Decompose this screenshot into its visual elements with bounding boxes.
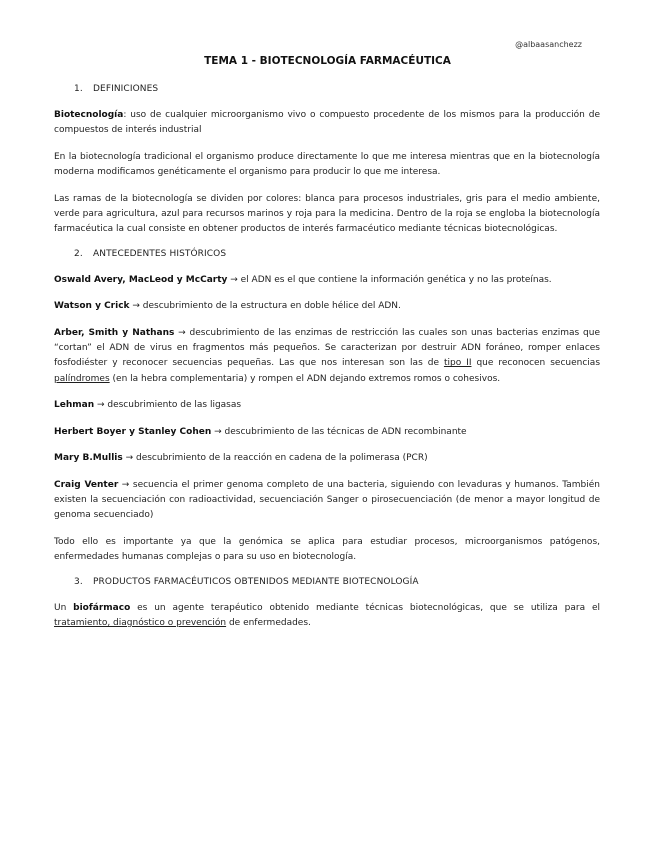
paragraph-boyer-cohen (54, 425, 600, 440)
section-heading-definiciones (74, 84, 600, 94)
term-mullis: Mary B.Mullis (54, 453, 123, 464)
paragraph-text: → descubrimiento de la estructura en doble hélice del ADN. (129, 301, 401, 312)
page-title: TEMA 1 - BIOTECNOLOGÍA FARMACÉUTICA (204, 55, 451, 67)
section-title: DEFINICIONES (93, 84, 159, 94)
section-title: PRODUCTOS FARMACÉUTICOS OBTENIDOS MEDIANTE BIOTECNOLOGÍA (93, 576, 419, 587)
paragraph-text: → descubrimiento de las enzimas de restricción las cuales son unas bacterias enzimas que “cortan” el ADN de virus en fragmentos más pequeños. Se caracterizan por destruir ADN foráneo, romper enlaces fosfodiéster y reconocer secuencias pequeñas. Las que nos interesan son las de (54, 327, 600, 369)
term-lehman: Lehman (54, 400, 95, 411)
section-number: 2. (74, 248, 83, 259)
underlined-tipo-ii: tipo II (443, 358, 472, 369)
term-biofarmaco: biofármaco (73, 602, 131, 613)
paragraph-text: es un agente terapéutico obtenido mediante técnicas biotecnológicas, que se utiliza para el (130, 602, 600, 613)
term-venter: Craig Venter (54, 479, 119, 490)
underlined-palindromes: palíndromes (54, 373, 110, 384)
paragraph-genomica: Todo ello es importante ya que la genómica se aplica para estudiar procesos, microorganismos patógenos, enfermedades humanas complejas o para su uso en biotecnología. (54, 536, 600, 563)
paragraph-text: de enfermedades. (226, 617, 311, 628)
paragraph-text: (en la hebra complementaria) y rompen el ADN dejando extremos romos o cohesivos. (109, 373, 501, 384)
paragraph-text: → descubrimiento de la reacción en cadena de la polimerasa (PCR) (122, 453, 428, 464)
paragraph-text: Un (54, 602, 74, 613)
term-watson-crick: Watson y Crick (54, 301, 130, 312)
paragraph-arber (54, 326, 600, 388)
section-title: ANTECEDENTES HISTÓRICOS (93, 248, 227, 259)
document-body (54, 84, 600, 642)
paragraph-watson-crick (54, 299, 600, 314)
paragraph-text: : uso de cualquier microorganismo vivo o compuesto procedente de los mismos para la producción de compuestos de interés industrial (54, 110, 600, 136)
paragraph-text: que reconocen secuencias (471, 358, 601, 369)
paragraph-avery (54, 273, 600, 288)
term-arber: Arber, Smith y Nathans (54, 327, 175, 338)
paragraph-tradicional-moderna: En la biotecnología tradicional el organismo produce directamente lo que me interesa mientras que en la biotecnología moderna modificamos genéticamente el organismo para producir lo que me interesa. (54, 151, 600, 178)
paragraph-lehman (54, 398, 600, 413)
section-heading-productos (74, 577, 600, 587)
section-number: 3. (74, 576, 83, 587)
term-biotecnologia: Biotecnología (54, 110, 124, 120)
author-handle: @albaasanchezz (515, 40, 582, 49)
section-number: 1. (74, 84, 83, 94)
paragraph-text: → descubrimiento de las técnicas de ADN recombinante (211, 426, 467, 437)
term-avery: Oswald Avery, MacLeod y McCarty (54, 274, 228, 285)
section-heading-antecedentes (74, 249, 600, 259)
paragraph-text: → el ADN es el que contiene la información genética y no las proteínas. (227, 274, 552, 285)
underlined-tratamiento: tratamiento, diagnóstico o prevención (54, 617, 227, 628)
paragraph-biofarmaco (54, 601, 600, 632)
paragraph-mullis (54, 451, 600, 466)
paragraph-text: → secuencia el primer genoma completo de una bacteria, siguiendo con levaduras y humanos. También existen la secuenciación con radioactividad, secuenciación Sanger o pirosecuenciación (de menor a mayor longitud de genoma secuenciado) (54, 479, 600, 521)
paragraph-ramas-colores: Las ramas de la biotecnología se dividen por colores: blanca para procesos industriales, gris para el medio ambiente, verde para agricultura, azul para recursos marinos y roja para la medicina. Dentro de la roja se engloba la biotecnología farmacéutica la cual consiste en obtener productos de interés farmacéutico mediante técnicas biotecnológicas. (54, 193, 600, 235)
paragraph-text: → descubrimiento de las ligasas (94, 400, 242, 411)
paragraph-biotecnologia (54, 108, 600, 139)
paragraph-venter (54, 478, 600, 524)
term-boyer-cohen: Herbert Boyer y Stanley Cohen (54, 426, 212, 437)
